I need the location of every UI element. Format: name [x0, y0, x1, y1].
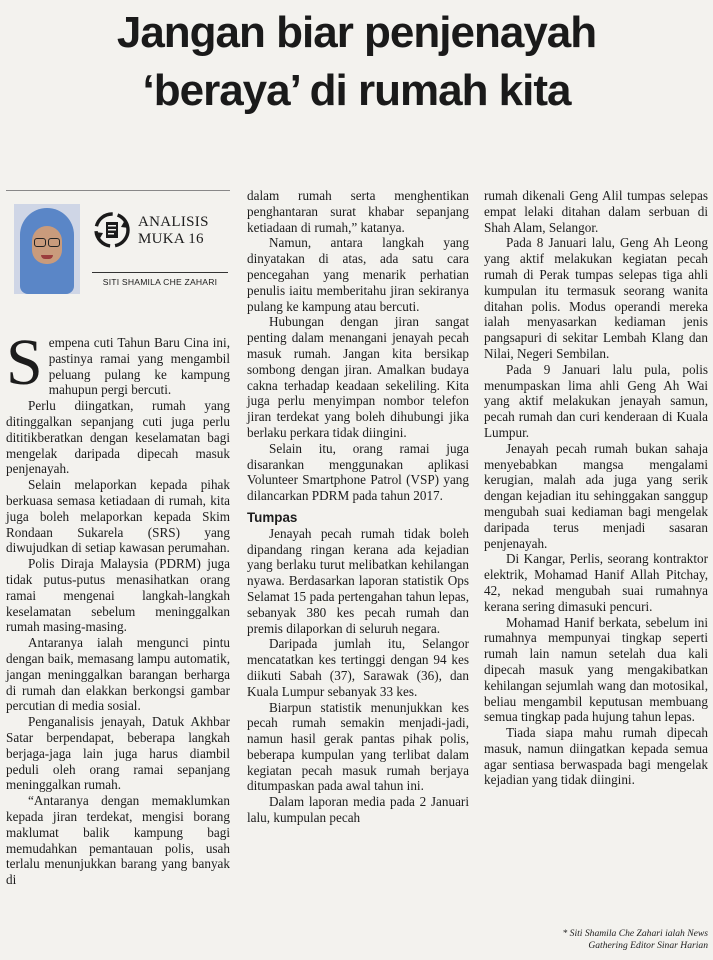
paragraph: Di Kangar, Perlis, seorang kontraktor elektrik, Mohamad Hanif Allah Pitchay, 42, nekad mengubah suai rumahnya kerana sering dimasuki pencuri.	[484, 551, 708, 614]
headline-line-2: ‘beraya’ di rumah kita	[142, 66, 571, 115]
paragraph: Perlu diingatkan, rumah yang ditinggalkan sepanjang cuti juga perlu dititikberatkan dengan keselamatan bagi mengelak daripada dipecah masuk penjenayah.	[6, 398, 230, 477]
column-badge-label: ANALISIS	[138, 214, 209, 230]
paragraph: Jenayah pecah rumah bukan sahaja menyebabkan mangsa mengalami kerugian, malah ada juga yang serik dengan kejadian itu sehinggakan sanggup mengubah suai kediaman bagi mengelak daripada terus menjadi sasaran penjenayah.	[484, 440, 708, 551]
footnote-line-1: * Siti Shamila Che Zahari ialah News	[562, 928, 708, 939]
column-badge	[138, 214, 209, 248]
article-column-2	[247, 188, 469, 826]
article-column-3	[484, 188, 708, 788]
article-column-1	[6, 326, 230, 888]
paragraph: Dalam laporan media pada 2 Januari lalu, kumpulan pecah	[247, 794, 469, 826]
paragraph: Biarpun statistik menunjukkan kes pecah rumah semakin menjadi-jadi, namun hasil gerak pantas pihak polis, beberapa kumpulan yang terlibat dalam kegiatan pecah masuk rumah berjaya ditumpaskan pada awal tahun ini.	[247, 699, 469, 794]
paragraph: Selain itu, orang ramai juga disarankan menggunakan aplikasi Volunteer Smartphone Patrol (VSP) yang dilancarkan PDRM pada tahun 2017.	[247, 440, 469, 504]
document-cycle-icon	[92, 210, 132, 250]
paragraph: Tiada siapa mahu rumah dipecah masuk, namun diingatkan kepada semua agar sentiasa berwaspada bagi mengelak kejadian yang tidak diingini.	[484, 725, 708, 788]
subheading: Tumpas	[247, 509, 298, 525]
byline-box	[6, 190, 230, 300]
footnote-line-2: Gathering Editor Sinar Harian	[588, 940, 708, 951]
paragraph: Mohamad Hanif berkata, sebelum ini rumahnya mempunyai tingkap seperti rumah lain namun setelah dua kali dipecah masuk yang mengakibatkan kehilangan sejumlah wang dan motosikal, beliau mengambil keputusan membuang semua tingkap pada hujung tahun lepas.	[484, 614, 708, 725]
paragraph: Jenayah pecah rumah tidak boleh dipandang ringan kerana ada kejadian yang berlaku turut melibatkan kehilangan nyawa. Berdasarkan laporan statistik Ops Selamat 15 pada pertengahan tahun lepas, sebanyak 380 kes pecah rumah dan premis dilaporkan di seluruh negara.	[247, 525, 469, 636]
drop-cap: S	[6, 326, 43, 399]
divider	[6, 190, 230, 191]
paragraph: Penganalisis jenayah, Datuk Akhbar Satar berpendapat, beberapa langkah berjaga-jaga lain juga harus diambil peduli oleh orang ramai sepanjang meninggalkan rumah.	[6, 714, 230, 793]
paragraph: Pada 9 Januari lalu pula, polis menumpaskan lima ahli Geng Ah Wai yang aktif melakukan jenayah samun, pecah rumah dan curi kenderaan di Kuala Lumpur.	[484, 361, 708, 440]
paragraph: Selain melaporkan kepada pihak berkuasa semasa ketiadaan di rumah, kita juga boleh melaporkan kepada Skim Rondaan Sukarela (SRS) yang diwujudkan di setiap kawasan perumahan.	[6, 477, 230, 556]
paragraph: “Antaranya dengan memaklumkan kepada jiran terdekat, mengisi borang maklumat balik kampung bagi memudahkan pemantauan polis, usah terlalu menunjukkan barang yang banyak di	[6, 793, 230, 888]
paragraph: Polis Diraja Malaysia (PDRM) juga tidak putus-putus menasihatkan orang ramai mengenai langkah-langkah keselamatan sebelum meninggalkan rumah masing-masing.	[6, 556, 230, 635]
headline	[0, 4, 713, 120]
author-name: SITI SHAMILA CHE ZAHARI	[92, 272, 228, 287]
column-badge-page: MUKA 16	[138, 231, 204, 247]
lead-paragraph: Sempena cuti Tahun Baru Cina ini, pastinya ramai yang mengambil peluang pulang ke kampung mahupun pergi bercuti.	[6, 326, 230, 399]
author-photo	[14, 204, 80, 294]
paragraph: Hubungan dengan jiran sangat penting dalam menangani jenayah pecah masuk rumah. Jangan kita bersikap sombong dengan jiran. Amalkan budaya cakna terhadap keadaan sekeliling. Kita juga perlu menyimpan nombor telefon jiran terdekat yang boleh dihubungi jika berlaku perkara tidak diingini.	[247, 314, 469, 440]
headline-line-1: Jangan biar penjenayah	[116, 8, 597, 57]
paragraph: dalam rumah serta menghentikan penghantaran surat khabar sepanjang ketiadaan di rumah,” katanya.	[247, 188, 469, 235]
paragraph: Pada 8 Januari lalu, Geng Ah Leong yang aktif melakukan kegiatan pecah rumah di Perak tumpas selepas tiga ahli kumpulan itu termasuk seorang wanita ditahan polis. Modus operandi mereka ialah menyasarkan kediaman jenis pangsapuri di sekitar Lembah Klang dan Nilai, Negeri Sembilan.	[484, 235, 708, 361]
paragraph: Daripada jumlah itu, Selangor mencatatkan kes tertinggi dengan 94 kes diikuti Sabah (37), Sarawak (36), dan Kuala Lumpur sebanyak 33 kes.	[247, 636, 469, 699]
paragraph: Antaranya ialah mengunci pintu dengan baik, memasang lampu automatik, jangan meninggalkan barangan berharga di rumah dan elakkan berkongsi gambar percutian di media sosial.	[6, 635, 230, 714]
author-footnote	[486, 928, 708, 952]
paragraph: Namun, antara langkah yang dinyatakan di atas, ada satu cara pencegahan yang menarik perhatian penulis iaitu memberitahu jiran sekiranya pulang ke kampung atau bercuti.	[247, 235, 469, 314]
paragraph: rumah dikenali Geng Alil tumpas selepas empat lelaki ditahan dalam serbuan di Shah Alam, Selangor.	[484, 188, 708, 235]
